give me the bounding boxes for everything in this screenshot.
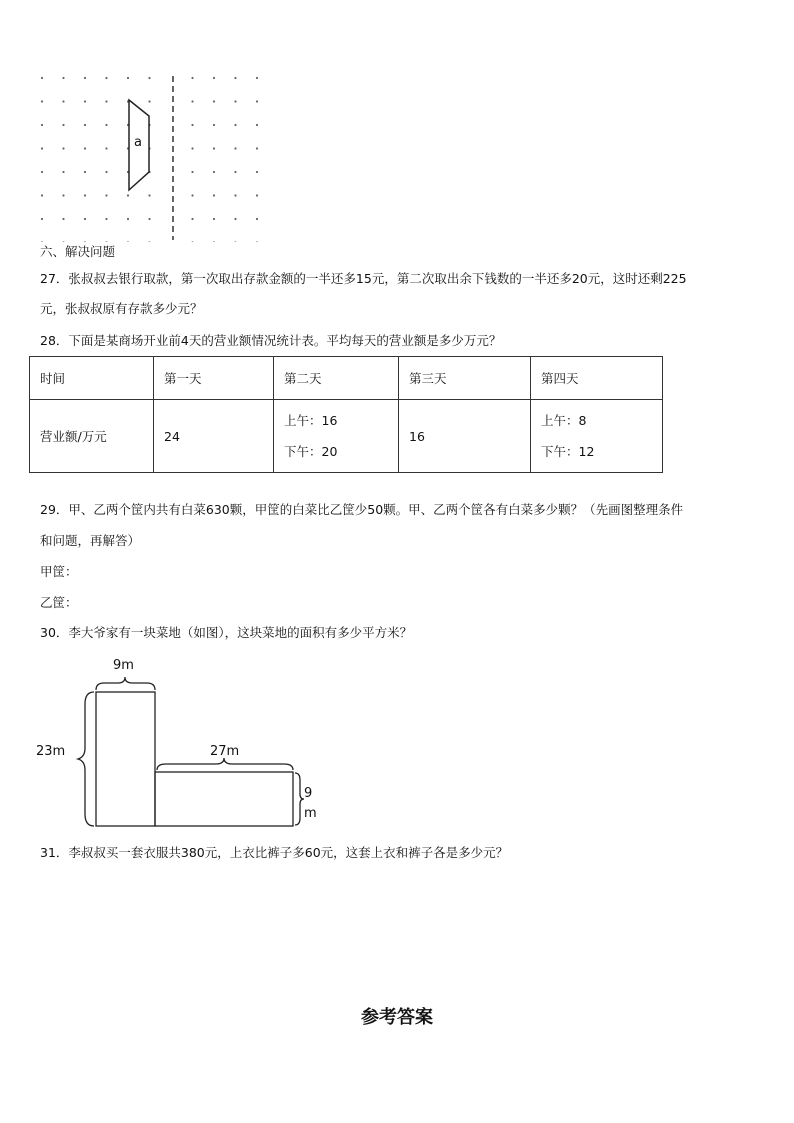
grid-dot	[234, 194, 236, 196]
grid-dot	[105, 218, 107, 220]
grid-dot	[84, 100, 86, 102]
grid-dot	[41, 147, 43, 149]
grid-dot	[105, 171, 107, 173]
grid-dot	[234, 100, 236, 102]
grid-dot	[191, 194, 193, 196]
grid-dot	[213, 218, 215, 220]
grid-dot	[105, 100, 107, 102]
grid-dot	[41, 171, 43, 173]
grid-dot	[105, 124, 107, 126]
cell-day2-am: 上午：16	[284, 413, 338, 428]
grid-dot	[148, 194, 150, 196]
grid-dot	[62, 171, 64, 173]
label-27m-mid: 27m	[210, 744, 240, 759]
grid-dot	[41, 77, 43, 79]
grid-dot	[84, 194, 86, 196]
grid-dot	[234, 218, 236, 220]
right-brace	[295, 773, 304, 825]
wide-rectangle	[155, 772, 293, 826]
table-header-row	[30, 357, 663, 400]
q30-text: 30．李大爷家有一块菜地（如图），这块菜地的面积有多少平方米？	[40, 625, 413, 640]
q27-line2: 元，张叔叔原有存款多少元？	[40, 301, 203, 316]
grid-dot	[84, 77, 86, 79]
grid-dot	[62, 124, 64, 126]
grid-dot	[127, 194, 129, 196]
grid-dot	[84, 218, 86, 220]
grid-dot	[213, 194, 215, 196]
cell-day4-pm: 下午：12	[541, 444, 595, 459]
basket-a-label: 甲筐：	[40, 564, 78, 579]
grid-dot	[256, 194, 258, 196]
grid-dot	[256, 77, 258, 79]
grid-dot	[213, 77, 215, 79]
grid-dot	[191, 77, 193, 79]
grid-dot	[127, 77, 129, 79]
header-time: 时间	[30, 357, 154, 400]
grid-dot	[256, 171, 258, 173]
grid-dot	[41, 124, 43, 126]
grid-dot	[84, 124, 86, 126]
grid-dot	[234, 171, 236, 173]
grid-dot	[148, 241, 150, 242]
grid-dot	[256, 124, 258, 126]
grid-dot	[127, 218, 129, 220]
grid-dot	[256, 147, 258, 149]
basket-b-label: 乙筐：	[40, 595, 78, 610]
grid-dot	[213, 124, 215, 126]
grid-dot	[41, 194, 43, 196]
grid-dot	[105, 194, 107, 196]
grid-dot	[191, 147, 193, 149]
grid-dot	[62, 218, 64, 220]
row-label: 营业额/万元	[30, 400, 154, 473]
label-9m-top: 9m	[113, 658, 134, 673]
trapezoid-label: a	[134, 135, 142, 150]
table-row	[30, 400, 663, 473]
grid-dot	[191, 124, 193, 126]
section-title: 六、解决问题	[40, 244, 116, 259]
grid-dot	[62, 194, 64, 196]
grid-dot	[191, 241, 193, 242]
grid-dot	[148, 218, 150, 220]
grid-dot	[105, 147, 107, 149]
header-day4: 第四天	[531, 357, 663, 400]
grid-dot	[62, 100, 64, 102]
grid-dot	[41, 218, 43, 220]
grid-dot	[84, 171, 86, 173]
label-9m-right-num: 9	[304, 786, 313, 801]
grid-dot	[256, 218, 258, 220]
grid-dot	[191, 218, 193, 220]
grid-dot	[213, 100, 215, 102]
grid-dot	[127, 241, 129, 242]
grid-dot	[213, 147, 215, 149]
header-day3: 第三天	[399, 357, 531, 400]
grid-dot	[41, 100, 43, 102]
cell-day4-am: 上午：8	[541, 413, 587, 428]
grid-dot	[256, 241, 258, 242]
cell-day2-pm: 下午：20	[284, 444, 338, 459]
grid-dot	[191, 171, 193, 173]
mid-brace	[157, 758, 293, 770]
tall-rectangle	[96, 692, 155, 826]
q28-text: 28．下面是某商场开业前4天的营业额情况统计表。平均每天的营业额是多少万元？	[40, 333, 502, 348]
q31-text: 31．李叔叔买一套衣服共380元，上衣比裤子多60元，这套上衣和裤子各是多少元？	[40, 845, 509, 860]
cell-day1: 24	[154, 400, 274, 473]
grid-dot	[148, 100, 150, 102]
grid-dot	[234, 147, 236, 149]
q29-line2: 和问题，再解答）	[40, 533, 141, 548]
grid-dot	[191, 100, 193, 102]
dot-grid-figure	[30, 70, 270, 242]
cell-day3: 16	[399, 400, 531, 473]
label-9m-right-unit: m	[304, 806, 317, 821]
sales-table	[29, 356, 663, 473]
top-brace	[96, 677, 155, 690]
q29-line1: 29．甲、乙两个筐内共有白菜630颗，甲筐的白菜比乙筐少50颗。甲、乙两个筐各有白菜多少颗？（先画图整理条件	[40, 502, 684, 517]
grid-dot	[256, 100, 258, 102]
grid-dot	[234, 124, 236, 126]
grid-dot	[62, 77, 64, 79]
cell-day2	[274, 400, 399, 473]
cell-day4	[531, 400, 663, 473]
q27-line1: 27．张叔叔去银行取款，第一次取出存款金额的一半还多15元，第二次取出余下钱数的一半还多20元，这时还剩225	[40, 271, 687, 286]
header-day2: 第二天	[274, 357, 399, 400]
left-brace	[78, 692, 94, 826]
grid-dot	[234, 77, 236, 79]
label-23m-left: 23m	[36, 744, 66, 759]
answer-title: 参考答案	[361, 1007, 433, 1028]
grid-dot	[148, 77, 150, 79]
field-diagram	[30, 652, 330, 832]
grid-dot	[84, 147, 86, 149]
header-day1: 第一天	[154, 357, 274, 400]
grid-dot	[105, 77, 107, 79]
grid-dot	[234, 241, 236, 242]
grid-dot	[213, 241, 215, 242]
grid-dot	[62, 147, 64, 149]
grid-dot	[213, 171, 215, 173]
